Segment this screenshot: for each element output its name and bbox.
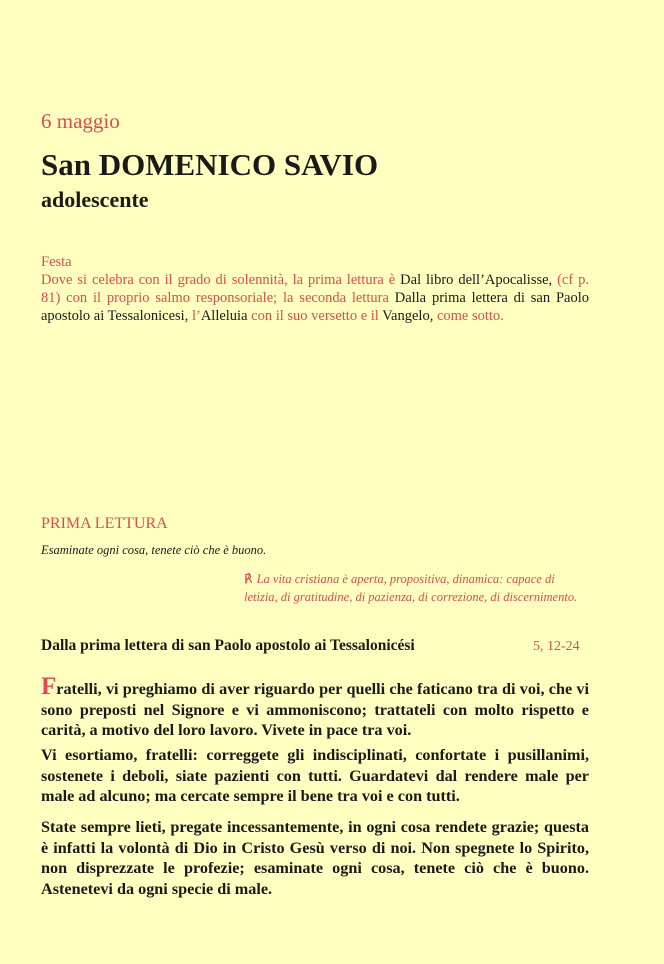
rubric-text: Dove si celebra con il grado di solennità, la prima lettura è [41, 272, 401, 288]
reading-note-text: La vita cristiana è aperta, propositiva, dinamica: capace di letizia, di gratitudine, di pazienza, di correzione, di discernimento. [244, 572, 578, 604]
reading-paragraph-text: ratelli, vi preghiamo di aver riguardo per quelli che faticano tra di voi, che vi sono preposti nel Signore e vi ammoniscono; trattateli con molto rispetto e carità, a motivo del loro lavoro. Vivete in pace tra voi. [41, 680, 589, 739]
rubric-text: (cf p. 81) con il proprio salmo responsoriale; la seconda lettura [41, 272, 590, 306]
rubric-text: con il suo versetto e il [247, 308, 383, 324]
rubric-reading-name: Vangelo, [382, 308, 434, 324]
reading-paragraph [41, 673, 589, 741]
rubric-instructions [41, 271, 589, 325]
reading-heading: PRIMA LETTURA [41, 515, 168, 532]
reading-paragraph: Vi esortiamo, fratelli: correggete gli indisciplinati, confortate i pusillanimi, sostenete i deboli, siate pazienti con tutti. Guardatevi dal rendere male per male ad alcuno; ma cercate sempre il bene tra voi e con tutti. [41, 746, 589, 805]
rubric-reading-name: Alleluia [200, 308, 248, 324]
rubric-reading-name: Dal libro dell’Apocalisse, [400, 272, 553, 288]
drop-initial: F [41, 673, 57, 700]
rubric-reading-name: Dalla prima lettera di san Paolo apostolo ai Tessalonicesi, [41, 290, 589, 324]
reading-title: Dalla prima lettera di san Paolo apostolo ai Tessalonicési [41, 637, 415, 654]
reading-antiphon: Esaminate ogni cosa, tenete ciò che è buono. [41, 543, 267, 557]
rubric-text: come sotto. [433, 308, 504, 324]
rubric-text: l’ [188, 308, 201, 324]
saint-name: San DOMENICO SAVIO [41, 147, 379, 182]
feast-date: 6 maggio [41, 109, 120, 133]
liturgical-rank: Festa [41, 254, 72, 270]
response-mark-icon: ℟ [244, 572, 253, 586]
reading-note [244, 570, 590, 606]
reading-paragraph: State sempre lieti, pregate incessantemente, in ogni cosa rendete grazie; questa è infatti la volontà di Dio in Cristo Gesù verso di noi. Non spegnete lo Spirito, non disprezzate le profezie; esaminate ogni cosa, tenete ciò che è buono. Astenetevi da ogni specie di male. [41, 818, 589, 898]
saint-role: adolescente [41, 187, 149, 212]
scripture-reference: 5, 12-24 [533, 639, 580, 654]
